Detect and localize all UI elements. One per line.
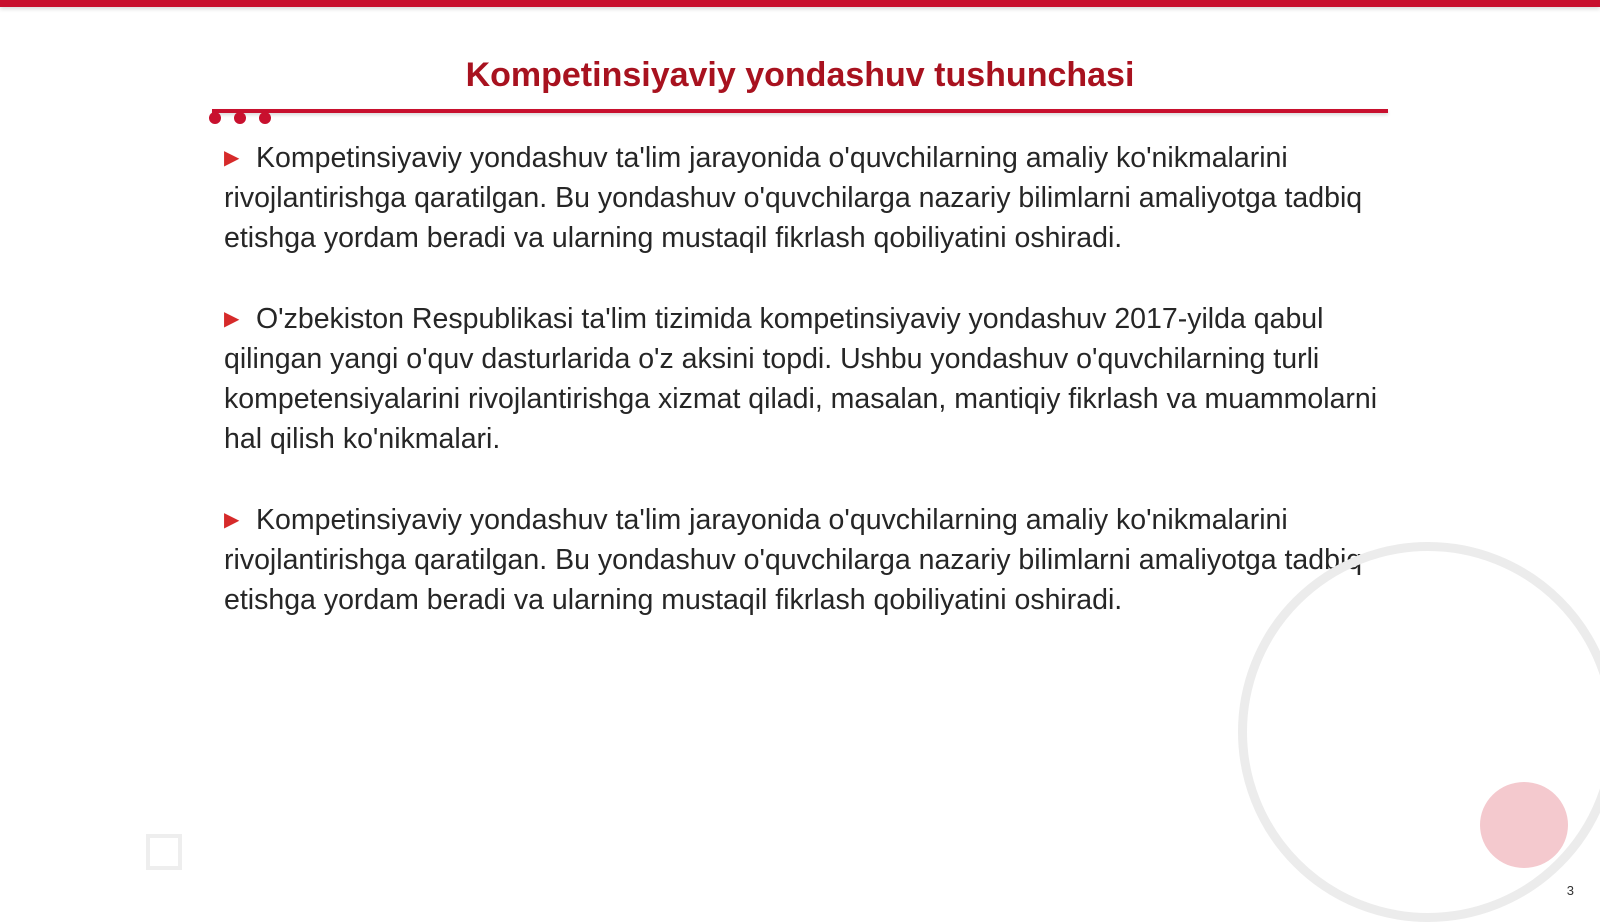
decorative-square (146, 834, 182, 870)
underline-dot (259, 112, 271, 124)
triangle-bullet-icon: ▶ (224, 509, 240, 531)
underline-dot (209, 112, 221, 124)
decorative-ring (1238, 542, 1600, 922)
decorative-circle (1480, 782, 1568, 868)
triangle-bullet-icon: ▶ (224, 308, 240, 330)
underline-dot (234, 112, 246, 124)
page-number: 3 (1566, 883, 1574, 898)
bullet-item (224, 500, 1384, 620)
bullet-item (224, 299, 1384, 459)
bullet-text: Kompetinsiyaviy yondashuv ta'lim jarayonida o'quvchilarning amaliy ko'nikmalarini rivojlantirishga qaratilgan. Bu yondashuv o'quvchilarga nazariy bilimlarni amaliyotga tadbiq etishga yordam beradi va ularning mustaqil fikrlash qobiliyatini oshiradi. (224, 504, 1363, 616)
title-underline (212, 109, 1388, 113)
bullet-text: Kompetinsiyaviy yondashuv ta'lim jarayonida o'quvchilarning amaliy ko'nikmalarini rivojlantirishga qaratilgan. Bu yondashuv o'quvchilarga nazariy bilimlarni amaliyotga tadbiq etishga yordam beradi va ularning mustaqil fikrlash qobiliyatini oshiradi. (224, 142, 1363, 254)
bullet-item (224, 138, 1384, 258)
bullet-text: O'zbekiston Respublikasi ta'lim tizimida kompetinsiyaviy yondashuv 2017-yilda qabul qilingan yangi o'quv dasturlarida o'z aksini topdi. Ushbu yondashuv o'quvchilarning turli kompetensiyalarini rivojlantirishga xizmat qiladi, masalan, mantiqiy fikrlash va muammolarni hal qilish ko'nikmalari. (224, 303, 1378, 455)
bullet-list (224, 138, 1384, 661)
slide-title: Kompetinsiyaviy yondashuv tushunchasi (465, 56, 1135, 94)
triangle-bullet-icon: ▶ (224, 147, 240, 169)
top-accent-bar (0, 0, 1600, 7)
